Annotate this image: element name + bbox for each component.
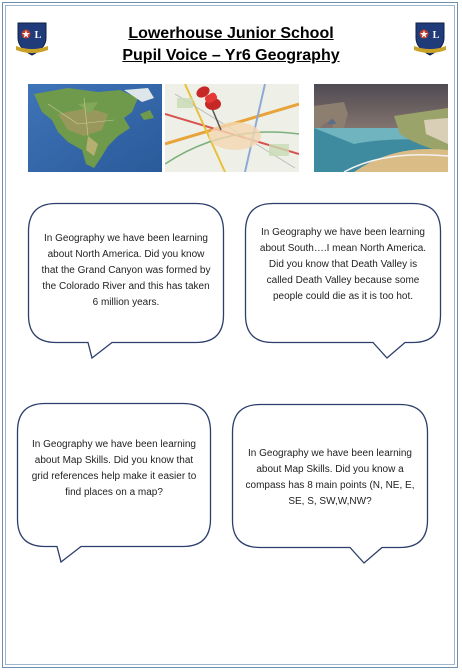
bubble-1-text: In Geography we have been learning about North America. Did you know that the Grand Canyon was formed by the Colorado River and this has taken 6 million years. — [41, 233, 211, 308]
crest-letter: L — [432, 30, 440, 41]
bubble-2-text: In Geography we have been learning about South….I mean North America. Did you know that Death Valley is called Death Valley because some people could die as it is too hot. — [259, 227, 427, 302]
coastal-landscape-image — [314, 84, 448, 172]
bubble-3-text: In Geography we have been learning about Map Skills. Did you know that grid references help make it easier to find places on a map? — [31, 439, 197, 498]
page-subtitle: Pupil Voice – Yr6 Geography — [122, 47, 340, 64]
north-america-map-image — [28, 84, 162, 172]
school-name: Lowerhouse Junior School — [128, 25, 334, 42]
bubble-4-text: In Geography we have been learning about Map Skills. Did you know a compass has 8 main points (N, NE, E, SE, S, SW,W,NW? — [245, 448, 415, 507]
speech-bubble-2 — [245, 203, 441, 359]
speech-bubble-3 — [17, 403, 211, 563]
speech-bubble-1 — [28, 203, 224, 359]
speech-bubble-4 — [232, 404, 428, 564]
crest-letter: L — [34, 30, 42, 41]
push-pin-map-image — [165, 84, 299, 172]
